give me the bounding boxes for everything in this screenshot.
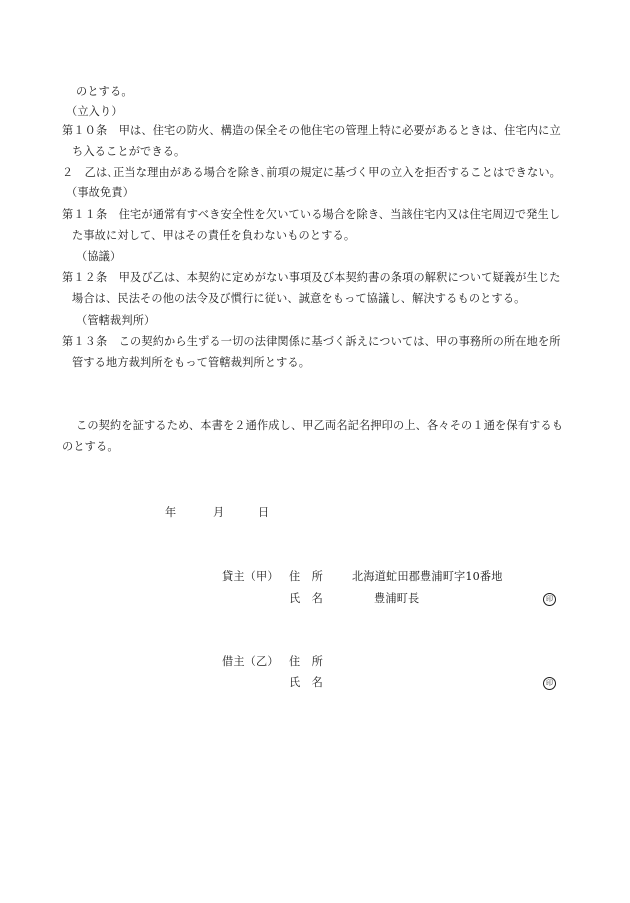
lessee-address-label: 住 所 [289, 655, 324, 668]
closing-line2: のとする。 [62, 440, 119, 453]
date-month: 月 [213, 506, 225, 519]
article10-para2: ２ 乙は､正当な理由がある場合を除き､前項の規定に基づく甲の立入を拒否することはできない。 [62, 166, 562, 179]
lessor-name: 豊浦町長 [374, 592, 420, 605]
article11-line2: た事故に対して、甲はその責任を負わないものとする。 [72, 229, 356, 242]
lessee-seal-mark: 印 [543, 677, 556, 690]
article13-heading: （管轄裁判所） [76, 314, 156, 327]
lessee-name-label: 氏 名 [289, 676, 324, 689]
closing-line1: この契約を証するため、本書を２通作成し、甲乙両名記名押印の上、各々その１通を保有するも [76, 419, 564, 432]
article11-heading: （事故免責） [66, 186, 135, 199]
article13-line1: 第１３条 この契約から生ずる一切の法律関係に基づく訴えについては、甲の事務所の所在地を所 [62, 335, 561, 348]
lessor-seal-mark: 印 [543, 593, 556, 606]
article11-line1: 第１１条 住宅が通常有すべき安全性を欠いている場合を除き、当該住宅内又は住宅周辺で発生し [62, 208, 561, 221]
article10-line2: ち入ることができる。 [72, 145, 186, 158]
article12-heading: （協議） [76, 250, 122, 263]
lessor-address-label: 住 所 [289, 570, 324, 583]
article12-line2: 場合は、民法その他の法令及び慣行に従い、誠意をもって協議し、解決するものとする。 [72, 292, 526, 305]
lessor-address: 北海道虻田郡豊浦町字10番地 [352, 570, 503, 583]
date-year: 年 [165, 506, 177, 519]
lessor-name-label: 氏 名 [289, 592, 324, 605]
clause9-tail: のとする。 [76, 85, 133, 98]
lessor-role: 貸主（甲） [222, 570, 279, 583]
article13-line2: 管する地方裁判所をもって管轄裁判所とする。 [72, 356, 311, 369]
lessee-role: 借主（乙） [222, 655, 279, 668]
article10-heading: （立入り） [66, 105, 123, 118]
article10-line1: 第１０条 甲は、住宅の防火、構造の保全その他住宅の管理上特に必要があるときは、住宅内に立 [62, 124, 561, 137]
date-day: 日 [258, 506, 270, 519]
article12-line1: 第１２条 甲及び乙は、本契約に定めがない事項及び本契約書の条項の解釈について疑義が生じた [62, 271, 561, 284]
